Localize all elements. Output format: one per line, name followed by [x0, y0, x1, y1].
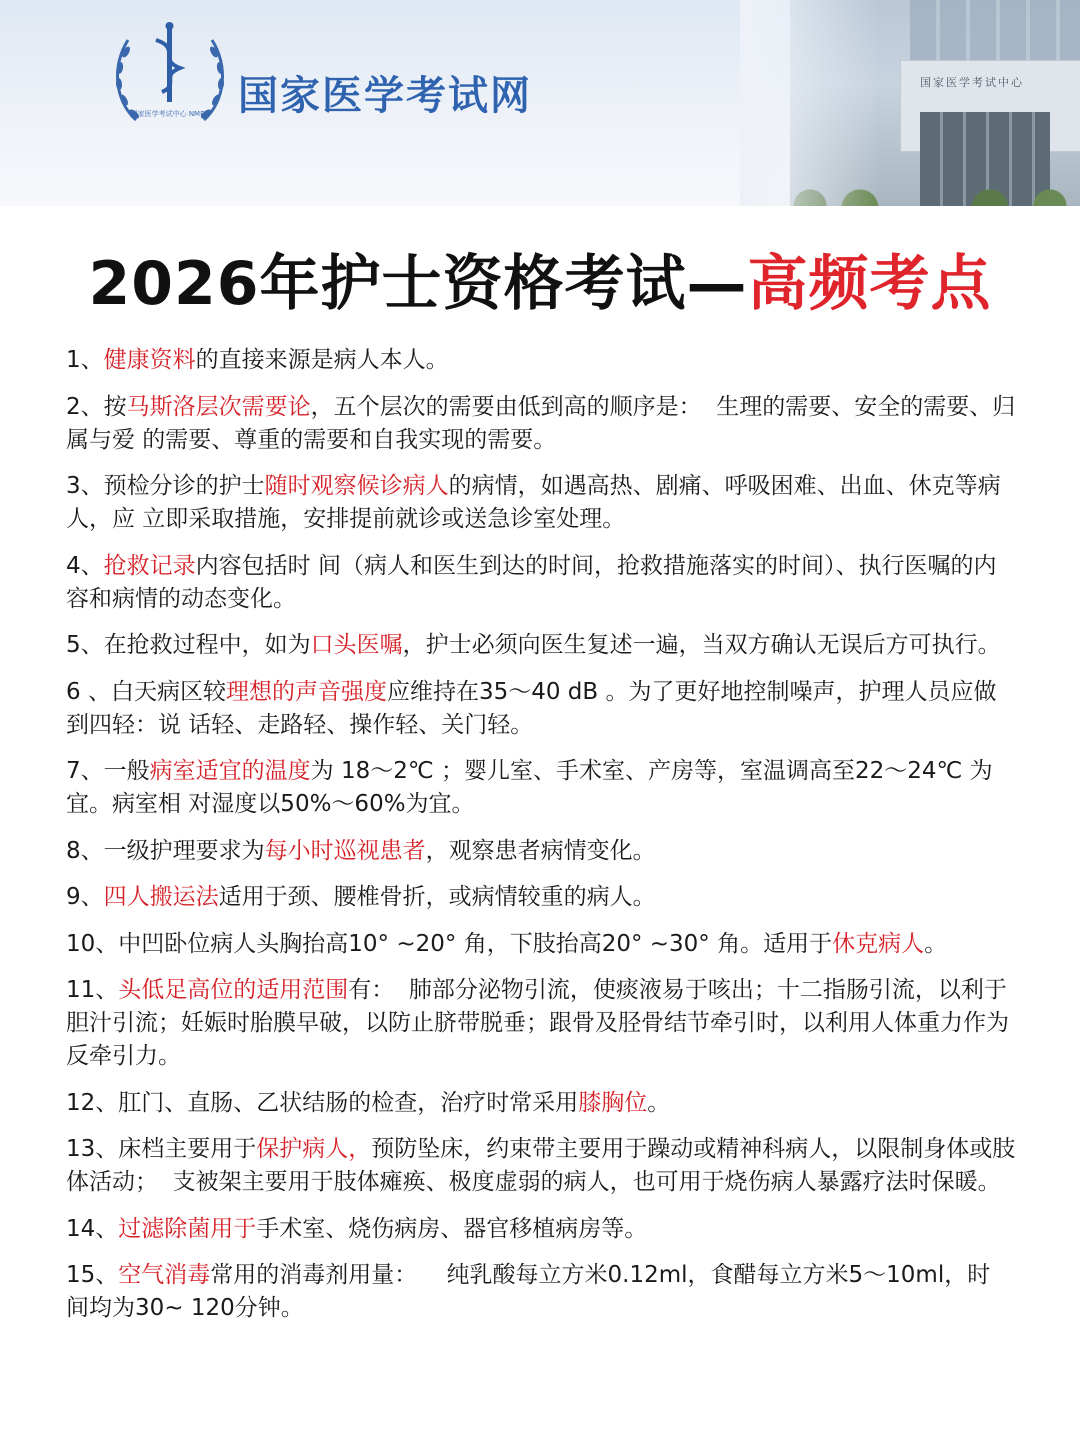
page-title [0, 244, 1080, 324]
exam-point-item [66, 391, 1016, 457]
point-text: 11、 [66, 977, 119, 1003]
exam-point-item [66, 881, 1016, 914]
exam-point-item [66, 835, 1016, 868]
exam-point-item [66, 470, 1016, 536]
point-text: 。 [647, 1089, 671, 1116]
point-text: 有： 肺部分泌物引流，使痰液易于咳出；十二指肠引流，以利于胆汁引流；妊娠时胎膜早破，以防止脐带脱垂；跟骨及胫骨结节牵引时，以利用人体重力作为反牵引力。 [66, 977, 1009, 1069]
point-text: 4、 [66, 552, 104, 579]
title-highlight: 高频考点 [747, 249, 992, 319]
exam-points-list [66, 344, 1016, 1339]
point-text: 13、床档主要用于 [66, 1136, 257, 1162]
point-text: ，五个层次的需要由低到高的顺序是： 生理的需要、安全的需要、归属与爱 的需要、尊重的需要和自我实现的需要。 [66, 393, 1016, 453]
point-text: 应维持在35～40 dB 。为了更好地控制噪声，护理人员应做到四轻：说 话轻、走路轻、操作轻、关门轻。 [66, 678, 997, 738]
point-text: 8、一级护理要求为 [66, 837, 265, 864]
exam-point-item [66, 1133, 1016, 1199]
exam-point-item [66, 755, 1016, 821]
point-text: 手术室、烧伤病房、器官移植病房等。 [256, 1215, 648, 1242]
point-text: 。 [924, 930, 948, 957]
point-text: 内容包括时 间（病人和医生到达的时间，抢救措施落实的时间）、执行医嘱的内 容和病情的动态变化。 [66, 552, 1004, 612]
highlighted-keyword: 空气消毒 [118, 1262, 211, 1288]
point-text: 的直接来源是病人本人。 [195, 347, 449, 373]
point-text: 适用于颈、腰椎骨折，或病情较重的病人。 [218, 884, 656, 910]
exam-point-item [66, 676, 1016, 742]
exam-point-item [66, 1213, 1016, 1246]
exam-point-item [66, 1259, 1016, 1325]
point-text: 14、 [66, 1215, 119, 1242]
highlighted-keyword: 健康资料 [103, 347, 196, 373]
point-text: 15、 [66, 1262, 119, 1288]
title-dash: — [686, 249, 748, 319]
highlighted-keyword: 四人搬运法 [103, 884, 219, 910]
highlighted-keyword: 病室适宜的温度 [149, 758, 311, 784]
exam-point-item [66, 629, 1016, 662]
highlighted-keyword: 过滤除菌用于 [118, 1215, 257, 1242]
point-text: 为 18～2℃ ；婴儿室、手术室、产房等，室温调高至22～24℃ 为宜。病室相 对湿度以50%～60%为宜。 [66, 758, 993, 817]
highlighted-keyword: 保护病人， [256, 1136, 372, 1162]
point-text: 5、在抢救过程中，如为 [66, 632, 311, 658]
highlighted-keyword: 每小时巡视患者 [264, 837, 426, 864]
point-text: 的病情，如遇高热、剧痛、呼吸困难、出血、休克等病人，应 立即采取措施，安排提前就诊或送急诊室处理。 [66, 473, 1001, 532]
highlighted-keyword: 抢救记录 [103, 552, 196, 579]
point-text: 2、按 [66, 393, 127, 420]
exam-point-item [66, 1087, 1016, 1120]
point-text: ，观察患者病情变化。 [425, 837, 656, 864]
point-text: ，护士必须向医生复述一遍，当双方确认无误后方可执行。 [402, 632, 1001, 658]
exam-point-item [66, 928, 1016, 961]
exam-point-item [66, 550, 1016, 616]
point-text: 3、预检分诊的护士 [66, 473, 265, 499]
site-name: 国家医学考试网 [238, 72, 532, 119]
title-main: 2026年护士资格考试 [88, 249, 687, 319]
building-sign: 国家医学考试中心 [920, 76, 1024, 89]
point-text: 12、肛门、直肠、乙状结肠的检查，治疗时常采用 [66, 1089, 579, 1116]
header-banner [0, 0, 1080, 206]
point-text: 1、 [66, 347, 104, 373]
exam-point-item [66, 344, 1016, 377]
logo-text: 国家医学考试中心 NMEC [130, 110, 210, 118]
point-text: 10、中凹卧位病人头胸抬高10° ~20° 角，下肢抬高20° ~30° 角。适用于 [66, 930, 833, 957]
highlighted-keyword: 口头医嘱 [310, 632, 403, 658]
point-text: 9、 [66, 884, 104, 910]
nmec-logo-icon [106, 20, 234, 140]
highlighted-keyword: 膝胸位 [578, 1089, 648, 1116]
highlighted-keyword: 理想的声音强度 [225, 678, 387, 705]
exam-point-item [66, 974, 1016, 1073]
point-text: 常用的消毒剂用量： 纯乳酸每立方米0.12ml，食醋每立方米5～10ml，时 间均为30~ 120分钟。 [66, 1262, 998, 1321]
highlighted-keyword: 头低足高位的适用范围 [118, 977, 349, 1003]
point-text: 6 、白天病区较 [66, 678, 226, 705]
point-text: 7、一般 [66, 758, 150, 784]
highlighted-keyword: 休克病人 [832, 930, 925, 957]
point-text: 预防坠床，约束带主要用于躁动或精神科病人，以限制身体或肢体活动； 支被架主要用于肢体瘫痪、极度虚弱的病人，也可用于烧伤病人暴露疗法时保暖。 [66, 1136, 1016, 1195]
highlighted-keyword: 马斯洛层次需要论 [126, 393, 311, 420]
highlighted-keyword: 随时观察候诊病人 [264, 473, 449, 499]
